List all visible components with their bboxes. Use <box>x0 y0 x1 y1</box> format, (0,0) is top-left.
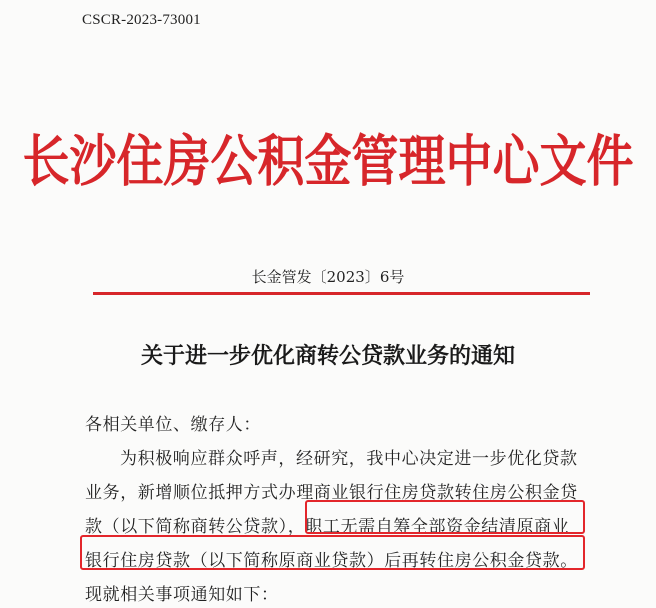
header-divider <box>93 292 590 295</box>
body-line: 为积极响应群众呼声，经研究，我中心决定进一步优化贷款 <box>120 449 578 469</box>
notice-title: 关于进一步优化商转公贷款业务的通知 <box>140 343 515 369</box>
body-line: 款（以下简称商转公贷款），职工无需自筹全部资金结清原商业 <box>85 517 570 537</box>
salutation: 各相关单位、缴存人： <box>85 415 261 435</box>
body-line: 现就相关事项通知如下： <box>85 585 279 605</box>
header-title: 长沙住房公积金管理中心文件 <box>22 129 634 195</box>
highlight-box <box>80 535 585 570</box>
issue-number: 长金管发〔2023〕6号 <box>251 268 405 286</box>
document-id: CSCR-2023-73001 <box>82 12 201 28</box>
body-line: 业务，新增顺位抵押方式办理商业银行住房贷款转住房公积金贷 <box>85 483 578 503</box>
highlight-box <box>305 500 585 534</box>
body-line: 银行住房贷款（以下简称原商业贷款）后再转住房公积金贷款。 <box>85 551 578 571</box>
